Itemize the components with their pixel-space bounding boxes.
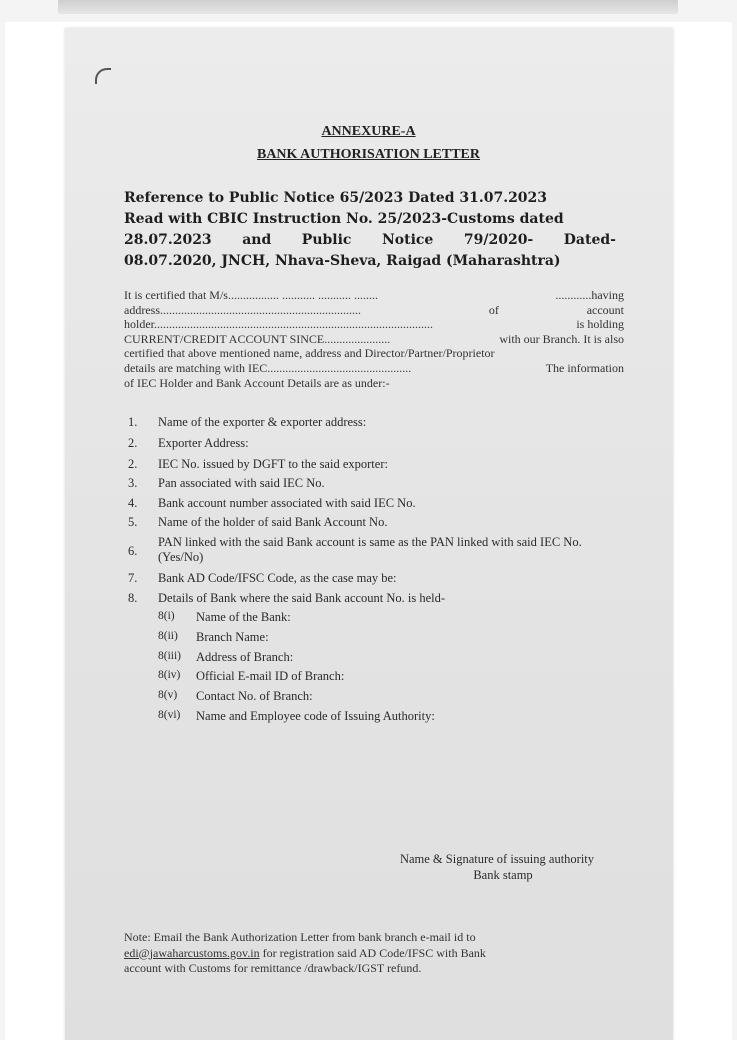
cert-text: of — [488, 302, 499, 317]
reference-line-4: 08.07.2020, JNCH, Nhava-Sheva, Raigad (Maharashtra) — [124, 253, 561, 269]
cert-text: certified that above mentioned name, address and Director/Partner/Proprietor — [124, 346, 495, 361]
sub-item-text: Address of Branch: — [196, 650, 294, 664]
cert-text: It is certified that M/s................. ........... ........... ........ — [124, 288, 378, 302]
sub-item-text: Contact No. of Branch: — [196, 689, 313, 703]
cert-text: details are matching with IEC................................................ — [124, 360, 412, 375]
item-number: 5. — [128, 515, 138, 529]
note-row — [124, 946, 626, 962]
reference-word: Notice — [381, 232, 434, 248]
signature-block — [374, 851, 620, 883]
letter-title: BANK AUTHORISATION LETTER — [256, 147, 480, 162]
sub-item-text: Name and Employee code of Issuing Authority: — [196, 709, 435, 723]
item-text: PAN linked with the said Bank account is same as the PAN linked with said IEC No. (Yes/No) — [158, 535, 582, 564]
sub-item-text: Name of the Bank: — [196, 610, 291, 624]
sub-item-number: 8(vi) — [158, 709, 181, 721]
item-number: 1. — [128, 415, 138, 429]
item-number: 8. — [128, 591, 138, 605]
cert-row — [124, 288, 624, 303]
item-number: 2. — [128, 457, 138, 471]
item-text: Exporter Address: — [158, 436, 249, 450]
note-block — [124, 930, 626, 977]
cert-text: account — [586, 302, 624, 317]
annexure-title: ANNEXURE-A — [321, 124, 416, 139]
note-text: Note: Email the Bank Authorization Letter from bank branch e-mail id to — [124, 930, 476, 944]
certificate-paragraph — [124, 288, 624, 390]
item-text: Details of Bank where the said Bank account No. is held- — [158, 591, 446, 605]
note-text: for registration said AD Code/IFSC with Bank — [259, 945, 486, 960]
reference-word: Public — [301, 232, 352, 248]
reference-word: 79/2020- — [463, 232, 534, 248]
item-text: Name of the holder of said Bank Account No. — [158, 515, 388, 529]
bank-stamp-label: Bank stamp — [473, 868, 533, 882]
sub-item-number: 8(ii) — [158, 630, 178, 642]
item-number: 3. — [128, 476, 138, 490]
cert-row — [124, 317, 624, 332]
reference-line-2: Read with CBIC Instruction No. 25/2023-Customs dated — [124, 211, 564, 227]
reference-word: Dated- — [563, 232, 616, 248]
note-row — [124, 930, 626, 946]
cert-text: of IEC Holder and Bank Account Details are as under:- — [124, 375, 390, 390]
reference-word: and — [242, 232, 272, 248]
cert-text: CURRENT/CREDIT ACCOUNT SINCE...................... — [124, 331, 391, 346]
cert-text: The information — [545, 360, 624, 375]
item-number: 4. — [128, 496, 138, 510]
note-email-link[interactable]: edi@jawaharcustoms.gov.in — [124, 945, 260, 960]
signature-label: Name & Signature of issuing authority — [399, 852, 595, 866]
item-text: Name of the exporter & exporter address: — [158, 415, 367, 429]
cert-row — [124, 303, 624, 318]
reference-word: 28.07.2023 — [124, 232, 212, 248]
cert-row — [124, 346, 624, 361]
cert-row — [124, 376, 624, 391]
cert-text: holder............................................................................................. — [124, 317, 433, 332]
note-text: account with Customs for remittance /drawback/IGST refund. — [124, 961, 422, 975]
sub-item-text: Official E-mail ID of Branch: — [196, 669, 345, 683]
cert-text: with our Branch. It is also — [499, 331, 624, 346]
note-row — [124, 961, 626, 977]
item-number: 2. — [128, 436, 138, 450]
item-number: 6. — [128, 544, 138, 558]
item-text: Bank AD Code/IFSC Code, as the case may be: — [158, 571, 397, 585]
cert-row — [124, 361, 624, 376]
reference-line-1: Reference to Public Notice 65/2023 Dated 31.07.2023 — [124, 190, 548, 206]
item-text: IEC No. issued by DGFT to the said exporter: — [158, 457, 388, 471]
cert-text: is holding — [576, 317, 624, 332]
cert-row — [124, 332, 624, 347]
sub-item-number: 8(i) — [158, 610, 175, 622]
item-text: Bank account number associated with said IEC No. — [158, 496, 416, 510]
sub-item-text: Branch Name: — [196, 630, 269, 644]
sub-item-number: 8(iii) — [158, 650, 181, 662]
paper-sheet — [65, 28, 673, 1040]
sub-item-number: 8(v) — [158, 689, 178, 701]
sub-item-number: 8(iv) — [158, 669, 181, 681]
cert-text: ............having — [555, 288, 624, 302]
cert-text: address................................................................... — [124, 302, 361, 317]
item-text: Pan associated with said IEC No. — [158, 476, 325, 490]
reference-block — [124, 188, 616, 272]
reference-line-3 — [124, 230, 616, 251]
previous-page-edge — [58, 0, 678, 14]
item-number: 7. — [128, 571, 138, 585]
